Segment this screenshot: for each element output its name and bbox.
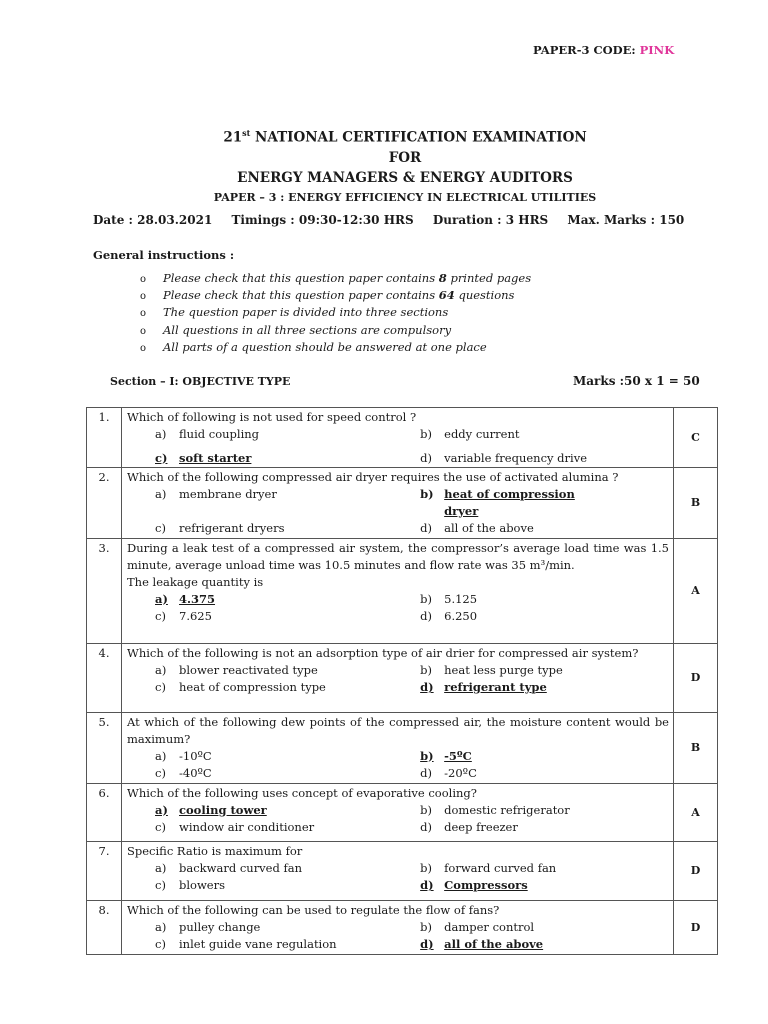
option-a-correct: cooling tower xyxy=(179,802,267,817)
answer-key: A xyxy=(674,538,718,643)
option-a: fluid coupling xyxy=(179,427,260,441)
option-b: damper control xyxy=(444,919,535,934)
option-a: -10ºC xyxy=(179,748,212,763)
exam-audience: ENERGY MANAGERS & ENERGY AUDITORS xyxy=(237,170,573,186)
question-row: 7. Specific Ratio is maximum for a) backward curved fan b) forward curved fan c) blowers d) Compressors D xyxy=(87,841,718,900)
question-number: 4. xyxy=(87,643,122,712)
option-c-correct: soft starter xyxy=(179,450,252,465)
question-text: Specific Ratio is maximum for xyxy=(127,843,303,858)
option-a-correct: 4.375 xyxy=(179,591,216,606)
exam-title-for: FOR xyxy=(388,150,422,166)
option-c: -40ºC xyxy=(179,766,212,780)
question-text: Which of the following can be used to regulate the flow of fans? xyxy=(127,902,500,917)
answer-key: B xyxy=(674,712,718,783)
instruction-item: o Please check that this question paper contains 8 printed pages xyxy=(140,271,532,285)
option-c: window air conditioner xyxy=(179,820,315,834)
paper-code-value: PINK xyxy=(639,43,675,57)
instruction-item: o All questions in all three sections are compulsory xyxy=(140,322,452,337)
paper-title: PAPER – 3 : ENERGY EFFICIENCY IN ELECTRICAL UTILITIES xyxy=(213,191,597,204)
question-number: 7. xyxy=(87,841,122,900)
exam-title: 21st NATIONAL CERTIFICATION EXAMINATION xyxy=(223,128,587,146)
option-d: variable frequency drive xyxy=(444,450,587,465)
question-number: 3. xyxy=(87,538,122,643)
question-row: 3. During a leak test of a compressed air system, the compressor’s average load time was 1.5 minute, average unload time was 10.5 minutes and flow rate was 35 m³/min. The leakage quantity is a) 4.375 b) 5.125 c) 7.625 d) 6.250 A xyxy=(87,538,718,643)
question-text: Which of the following uses concept of evaporative cooling? xyxy=(127,785,477,800)
exam-duration: Duration : 3 HRS xyxy=(432,213,549,227)
section-title: Section – I: OBJECTIVE TYPE xyxy=(110,375,291,388)
question-text: Which of following is not used for speed control ? xyxy=(127,410,417,424)
paper-code-label: PAPER-3 CODE: xyxy=(533,43,636,57)
answer-key: D xyxy=(674,900,718,954)
option-c: blowers xyxy=(179,878,226,892)
option-d-correct: refrigerant type xyxy=(444,680,547,694)
option-d-correct: all of the above xyxy=(444,937,544,951)
question-text: Which of the following is not an adsorption type of air drier for compressed air system? xyxy=(127,645,639,660)
answer-key: B xyxy=(674,468,718,539)
question-number: 1. xyxy=(87,408,122,468)
question-text: During a leak test of a compressed air system, the compressor’s average load time was 1.5 minute, average unload time was 10.5 minutes and flow rate was 35 m³/min. xyxy=(127,540,669,572)
option-b: 5.125 xyxy=(444,591,478,606)
answer-key: C xyxy=(674,408,718,468)
question-number: 2. xyxy=(87,468,122,539)
option-b-correct: heat of compression xyxy=(444,487,575,501)
question-text: At which of the following dew points of the compressed air, the moisture content would be maximum? xyxy=(127,714,669,746)
option-a: blower reactivated type xyxy=(179,662,318,677)
question-number: 8. xyxy=(87,900,122,954)
option-a: backward curved fan xyxy=(179,860,303,875)
question-row: 6. Which of the following uses concept of evaporative cooling? a) cooling tower b) domestic refrigerator c) window air conditioner d) deep freezer A xyxy=(87,783,718,841)
option-b: eddy current xyxy=(444,427,520,441)
question-row: 5. At which of the following dew points of the compressed air, the moisture content would be maximum? a) -10ºC b) -5ºC c) -40ºC d) -20ºC B xyxy=(87,712,718,783)
option-b: heat less purge type xyxy=(444,662,563,677)
question-row: 2. Which of the following compressed air dryer requires the use of activated alumina ? a) membrane dryer b) heat of compression dryer c) refrigerant dryers d) all of the above B xyxy=(87,468,718,539)
option-d: -20ºC xyxy=(444,766,477,780)
option-a: pulley change xyxy=(179,919,261,934)
question-text: Which of the following compressed air dryer requires the use of activated alumina ? xyxy=(127,470,619,484)
option-b: forward curved fan xyxy=(444,860,557,875)
option-d: deep freezer xyxy=(444,820,518,834)
question-number: 5. xyxy=(87,712,122,783)
option-d: 6.250 xyxy=(444,609,478,623)
instructions-heading: General instructions : xyxy=(93,248,235,262)
exam-timings: Timings : 09:30-12:30 HRS xyxy=(231,213,414,227)
option-b-correct: -5ºC xyxy=(444,748,472,763)
answer-key: D xyxy=(674,841,718,900)
option-c: heat of compression type xyxy=(179,680,326,694)
question-text-cont: The leakage quantity is xyxy=(127,574,264,589)
question-row: 8. Which of the following can be used to regulate the flow of fans? a) pulley change b) damper control c) inlet guide vane regulation d) all of the above D xyxy=(87,900,718,954)
instruction-item: o Please check that this question paper contains 64 questions xyxy=(140,288,515,303)
section-marks: Marks :50 x 1 = 50 xyxy=(573,374,700,388)
exam-max-marks: Max. Marks : 150 xyxy=(567,213,685,227)
option-b: domestic refrigerator xyxy=(444,802,570,817)
option-c: refrigerant dryers xyxy=(179,521,285,535)
answer-key: A xyxy=(674,783,718,841)
exam-date: Date : 28.03.2021 xyxy=(93,213,213,227)
questions-table xyxy=(86,407,718,955)
instructions-list xyxy=(140,270,531,356)
instruction-item: o All parts of a question should be answered at one place xyxy=(140,339,487,354)
option-d: all of the above xyxy=(444,521,534,535)
exam-meta xyxy=(93,213,699,227)
instruction-item: o The question paper is divided into three sections xyxy=(140,305,449,320)
question-row: 1. Which of following is not used for speed control ? a) fluid coupling b) eddy current c) soft starter d) variable frequency drive C xyxy=(87,408,718,468)
option-c: inlet guide vane regulation xyxy=(179,937,337,951)
option-c: 7.625 xyxy=(179,609,212,623)
question-number: 6. xyxy=(87,783,122,841)
answer-key: D xyxy=(674,643,718,712)
paper-code xyxy=(533,43,674,57)
option-a: membrane dryer xyxy=(179,487,277,501)
option-d-correct: Compressors xyxy=(444,878,528,892)
question-row: 4. Which of the following is not an adsorption type of air drier for compressed air system? a) blower reactivated type b) heat less purge type c) heat of compression type d) refrigerant type D xyxy=(87,643,718,712)
